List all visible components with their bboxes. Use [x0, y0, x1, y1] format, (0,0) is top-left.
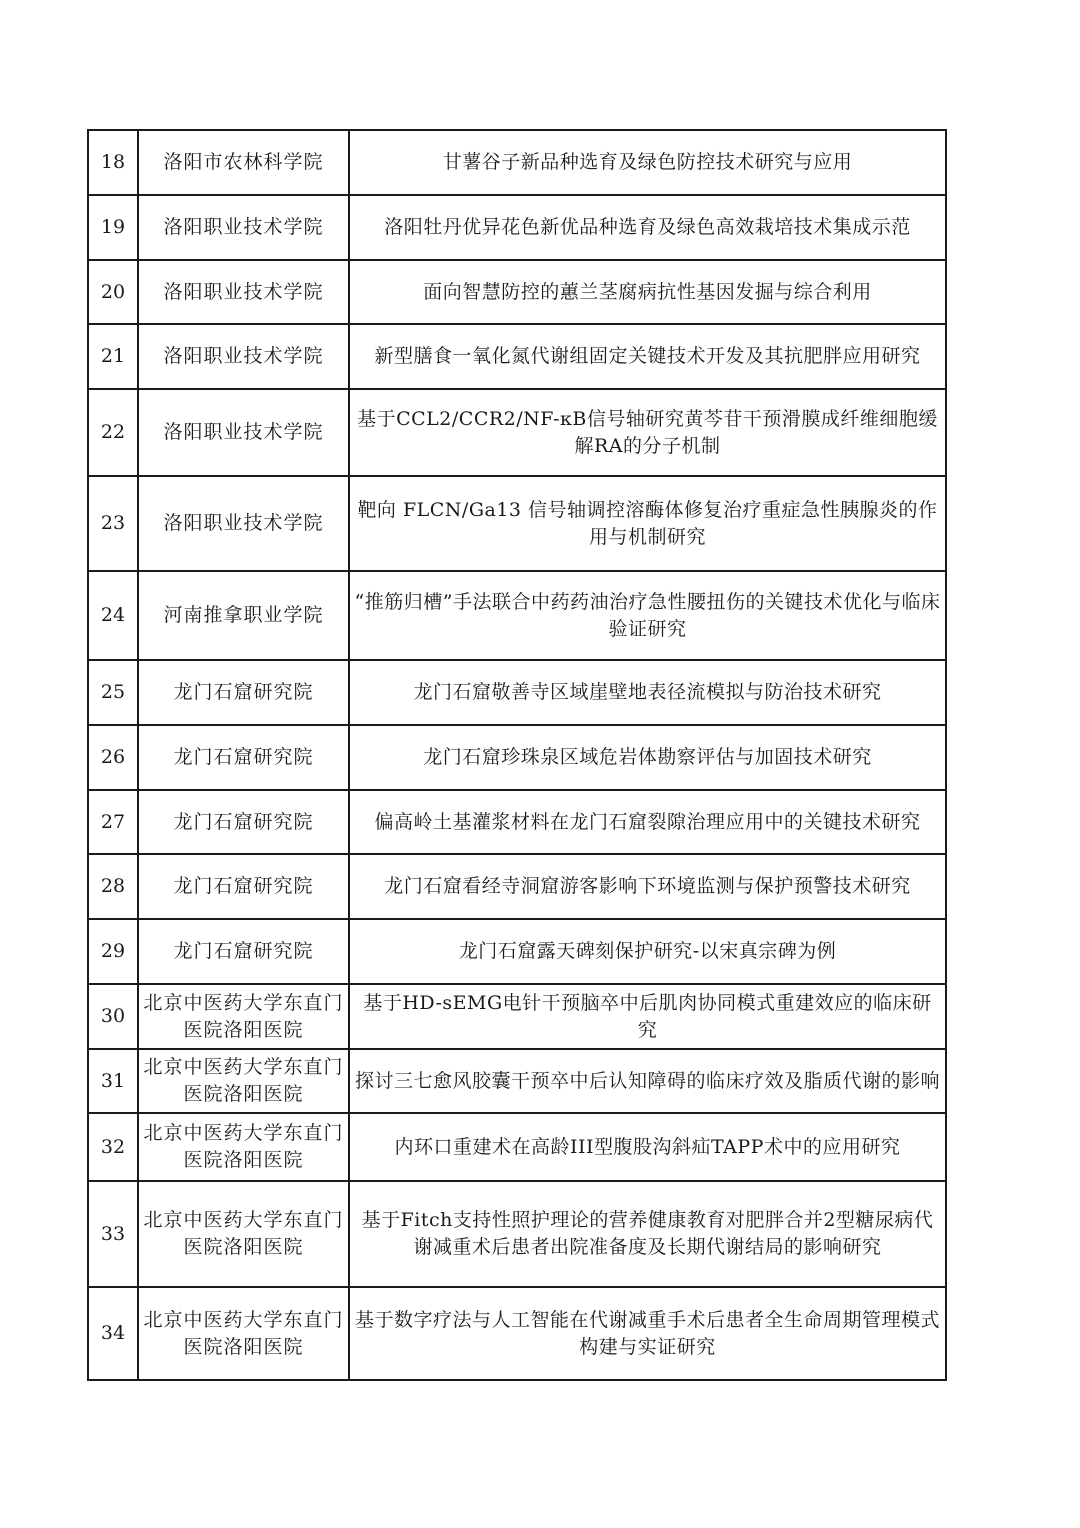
institution-name: 龙门石窟研究院	[138, 919, 349, 984]
institution-name: 北京中医药大学东直门医院洛阳医院	[138, 1113, 349, 1181]
row-number: 29	[88, 919, 138, 984]
institution-name: 北京中医药大学东直门医院洛阳医院	[138, 1181, 349, 1287]
project-title: 基于HD-sEMG电针干预脑卒中后肌肉协同模式重建效应的临床研究	[349, 984, 946, 1049]
row-number: 18	[88, 130, 138, 195]
project-title: 探讨三七愈风胶囊干预卒中后认知障碍的临床疗效及脂质代谢的影响	[349, 1049, 946, 1113]
row-number: 23	[88, 476, 138, 571]
table-row	[88, 660, 946, 725]
project-table	[87, 129, 947, 1381]
institution-name: 洛阳职业技术学院	[138, 195, 349, 260]
row-number: 25	[88, 660, 138, 725]
institution-name: 河南推拿职业学院	[138, 571, 349, 660]
row-number: 21	[88, 324, 138, 389]
project-title: 内环口重建术在高龄III型腹股沟斜疝TAPP术中的应用研究	[349, 1113, 946, 1181]
project-title: 面向智慧防控的蕙兰茎腐病抗性基因发掘与综合利用	[349, 260, 946, 324]
project-title: 基于数字疗法与人工智能在代谢减重手术后患者全生命周期管理模式构建与实证研究	[349, 1287, 946, 1380]
institution-name: 北京中医药大学东直门医院洛阳医院	[138, 1287, 349, 1380]
project-title: 龙门石窟看经寺洞窟游客影响下环境监测与保护预警技术研究	[349, 854, 946, 919]
row-number: 20	[88, 260, 138, 324]
row-number: 33	[88, 1181, 138, 1287]
institution-name: 龙门石窟研究院	[138, 660, 349, 725]
institution-name: 洛阳职业技术学院	[138, 324, 349, 389]
institution-name: 北京中医药大学东直门医院洛阳医院	[138, 984, 349, 1049]
project-title: 基于CCL2/CCR2/NF-κB信号轴研究黄芩苷干预滑膜成纤维细胞缓解RA的分子机制	[349, 389, 946, 476]
table-row	[88, 984, 946, 1049]
table-row	[88, 130, 946, 195]
table-row	[88, 195, 946, 260]
institution-name: 洛阳市农林科学院	[138, 130, 349, 195]
row-number: 19	[88, 195, 138, 260]
table-row	[88, 1113, 946, 1181]
institution-name: 龙门石窟研究院	[138, 854, 349, 919]
table-row	[88, 260, 946, 324]
table-row	[88, 389, 946, 476]
row-number: 26	[88, 725, 138, 790]
project-title: 龙门石窟露天碑刻保护研究-以宋真宗碑为例	[349, 919, 946, 984]
institution-name: 龙门石窟研究院	[138, 790, 349, 854]
institution-name: 洛阳职业技术学院	[138, 476, 349, 571]
row-number: 27	[88, 790, 138, 854]
table-row	[88, 725, 946, 790]
table-row	[88, 1049, 946, 1113]
row-number: 28	[88, 854, 138, 919]
table-row	[88, 790, 946, 854]
table-row	[88, 854, 946, 919]
row-number: 24	[88, 571, 138, 660]
project-title: 龙门石窟珍珠泉区域危岩体勘察评估与加固技术研究	[349, 725, 946, 790]
institution-name: 龙门石窟研究院	[138, 725, 349, 790]
institution-name: 洛阳职业技术学院	[138, 389, 349, 476]
table-row	[88, 324, 946, 389]
row-number: 34	[88, 1287, 138, 1380]
table-row	[88, 476, 946, 571]
table-row	[88, 919, 946, 984]
project-title: 新型膳食一氧化氮代谢组固定关键技术开发及其抗肥胖应用研究	[349, 324, 946, 389]
project-title: “推筋归槽”手法联合中药药油治疗急性腰扭伤的关键技术优化与临床验证研究	[349, 571, 946, 660]
project-title: 甘薯谷子新品种选育及绿色防控技术研究与应用	[349, 130, 946, 195]
table-row	[88, 571, 946, 660]
table-row	[88, 1181, 946, 1287]
project-title: 靶向 FLCN/Ga13 信号轴调控溶酶体修复治疗重症急性胰腺炎的作用与机制研究	[349, 476, 946, 571]
row-number: 32	[88, 1113, 138, 1181]
project-title: 偏高岭土基灌浆材料在龙门石窟裂隙治理应用中的关键技术研究	[349, 790, 946, 854]
row-number: 30	[88, 984, 138, 1049]
institution-name: 洛阳职业技术学院	[138, 260, 349, 324]
project-title: 洛阳牡丹优异花色新优品种选育及绿色高效栽培技术集成示范	[349, 195, 946, 260]
table-row	[88, 1287, 946, 1380]
row-number: 22	[88, 389, 138, 476]
institution-name: 北京中医药大学东直门医院洛阳医院	[138, 1049, 349, 1113]
project-title: 龙门石窟敬善寺区域崖壁地表径流模拟与防治技术研究	[349, 660, 946, 725]
project-title: 基于Fitch支持性照护理论的营养健康教育对肥胖合并2型糖尿病代谢减重术后患者出院准备度及长期代谢结局的影响研究	[349, 1181, 946, 1287]
row-number: 31	[88, 1049, 138, 1113]
